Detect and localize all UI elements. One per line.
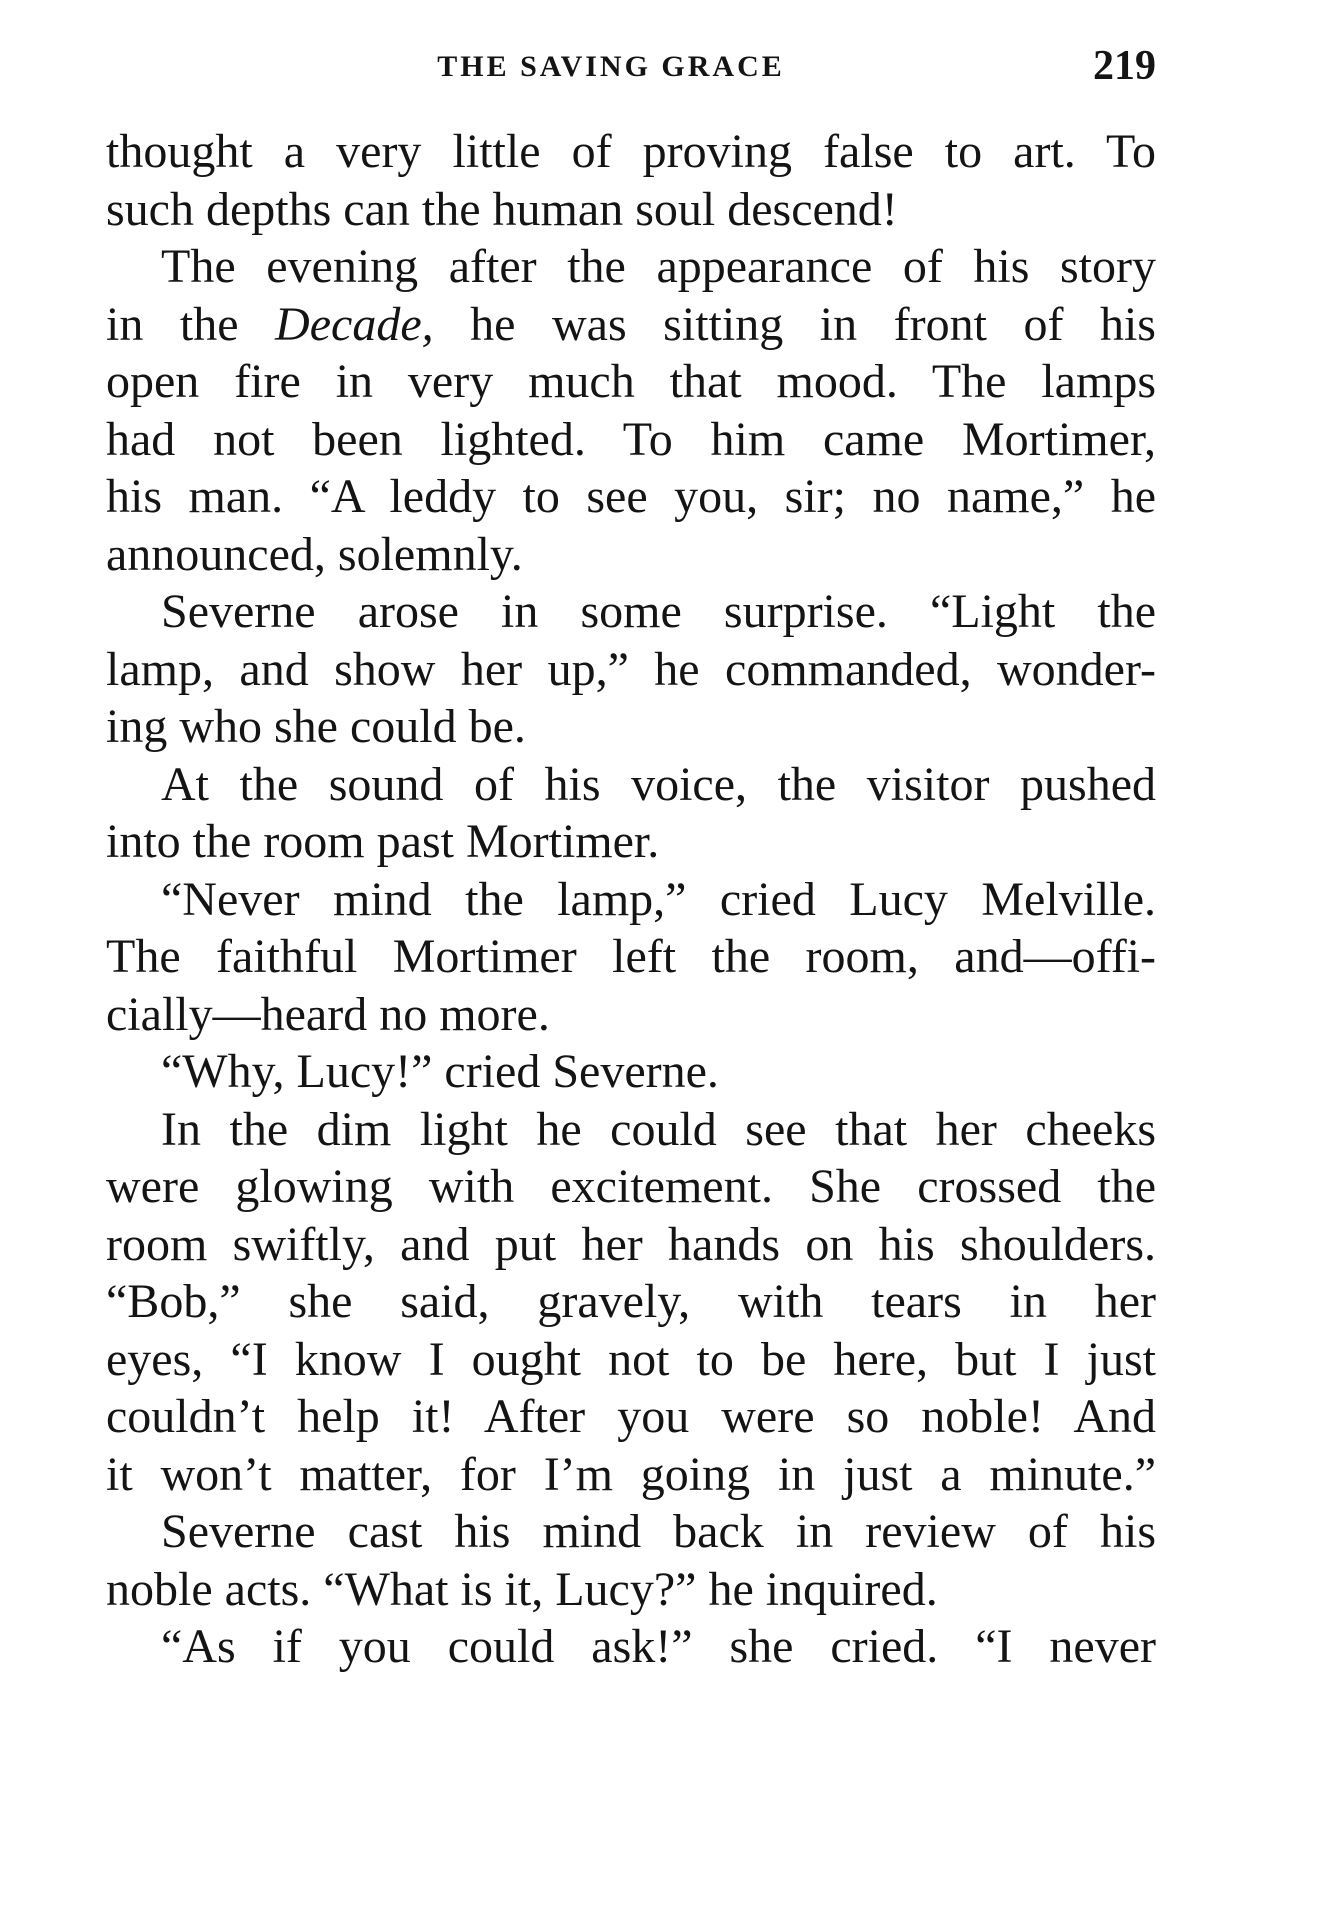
text-line: In the dim light he could see that her cheeks: [161, 1102, 1156, 1156]
text-line: noble acts. “What is it, Lucy?” he inquired.: [106, 1562, 938, 1616]
text-line: had not been lighted. To him came Mortimer,: [106, 412, 1156, 466]
text-line: The evening after the appearance of his story: [161, 240, 1156, 293]
text-segment: he was sitting in front of his: [433, 297, 1156, 351]
text-line: cially—heard no more.: [106, 987, 550, 1041]
running-head: [106, 44, 1156, 94]
text-line: eyes, “I know I ought not to be here, but I just: [106, 1332, 1156, 1386]
text-line: were glowing with excitement. She crossed the: [106, 1160, 1156, 1213]
text-line: room swiftly, and put her hands on his shoulders.: [106, 1217, 1156, 1271]
text-line: “Why, Lucy!” cried Severne.: [161, 1045, 719, 1098]
text-line: Severne cast his mind back in review of his: [161, 1505, 1156, 1558]
text-segment: in the: [106, 297, 276, 351]
text-line: At the sound of his voice, the visitor pushed: [161, 757, 1156, 811]
body-text: [106, 123, 1156, 1676]
text-line: “Never mind the lamp,” cried Lucy Melville.: [161, 872, 1156, 926]
text-line: [106, 296, 1156, 354]
text-line: into the room past Mortimer.: [106, 815, 660, 868]
text-line: ing who she could be.: [106, 700, 526, 753]
running-title: THE SAVING GRACE: [437, 50, 785, 83]
text-line: his man. “A leddy to see you, sir; no name,” he: [106, 470, 1156, 523]
text-line: thought a very little of proving false to art. To: [106, 125, 1156, 178]
text-line: “As if you could ask!” she cried. “I never: [161, 1620, 1156, 1673]
italic-text: Decade,: [275, 297, 434, 351]
text-line: couldn’t help it! After you were so noble! And: [106, 1390, 1156, 1443]
text-line: open fire in very much that mood. The lamps: [106, 355, 1156, 408]
text-line: such depths can the human soul descend!: [106, 182, 898, 236]
text-line: lamp, and show her up,” he commanded, wonder-: [106, 642, 1156, 696]
text-line: announced, solemnly.: [106, 527, 523, 581]
text-line: it won’t matter, for I’m going in just a minute.”: [106, 1447, 1156, 1501]
text-line: “Bob,” she said, gravely, with tears in her: [106, 1275, 1156, 1328]
text-line: The faithful Mortimer left the room, and—offi-: [106, 930, 1156, 983]
text-line: Severne arose in some surprise. “Light the: [161, 585, 1156, 638]
page-number: 219: [1093, 43, 1156, 89]
